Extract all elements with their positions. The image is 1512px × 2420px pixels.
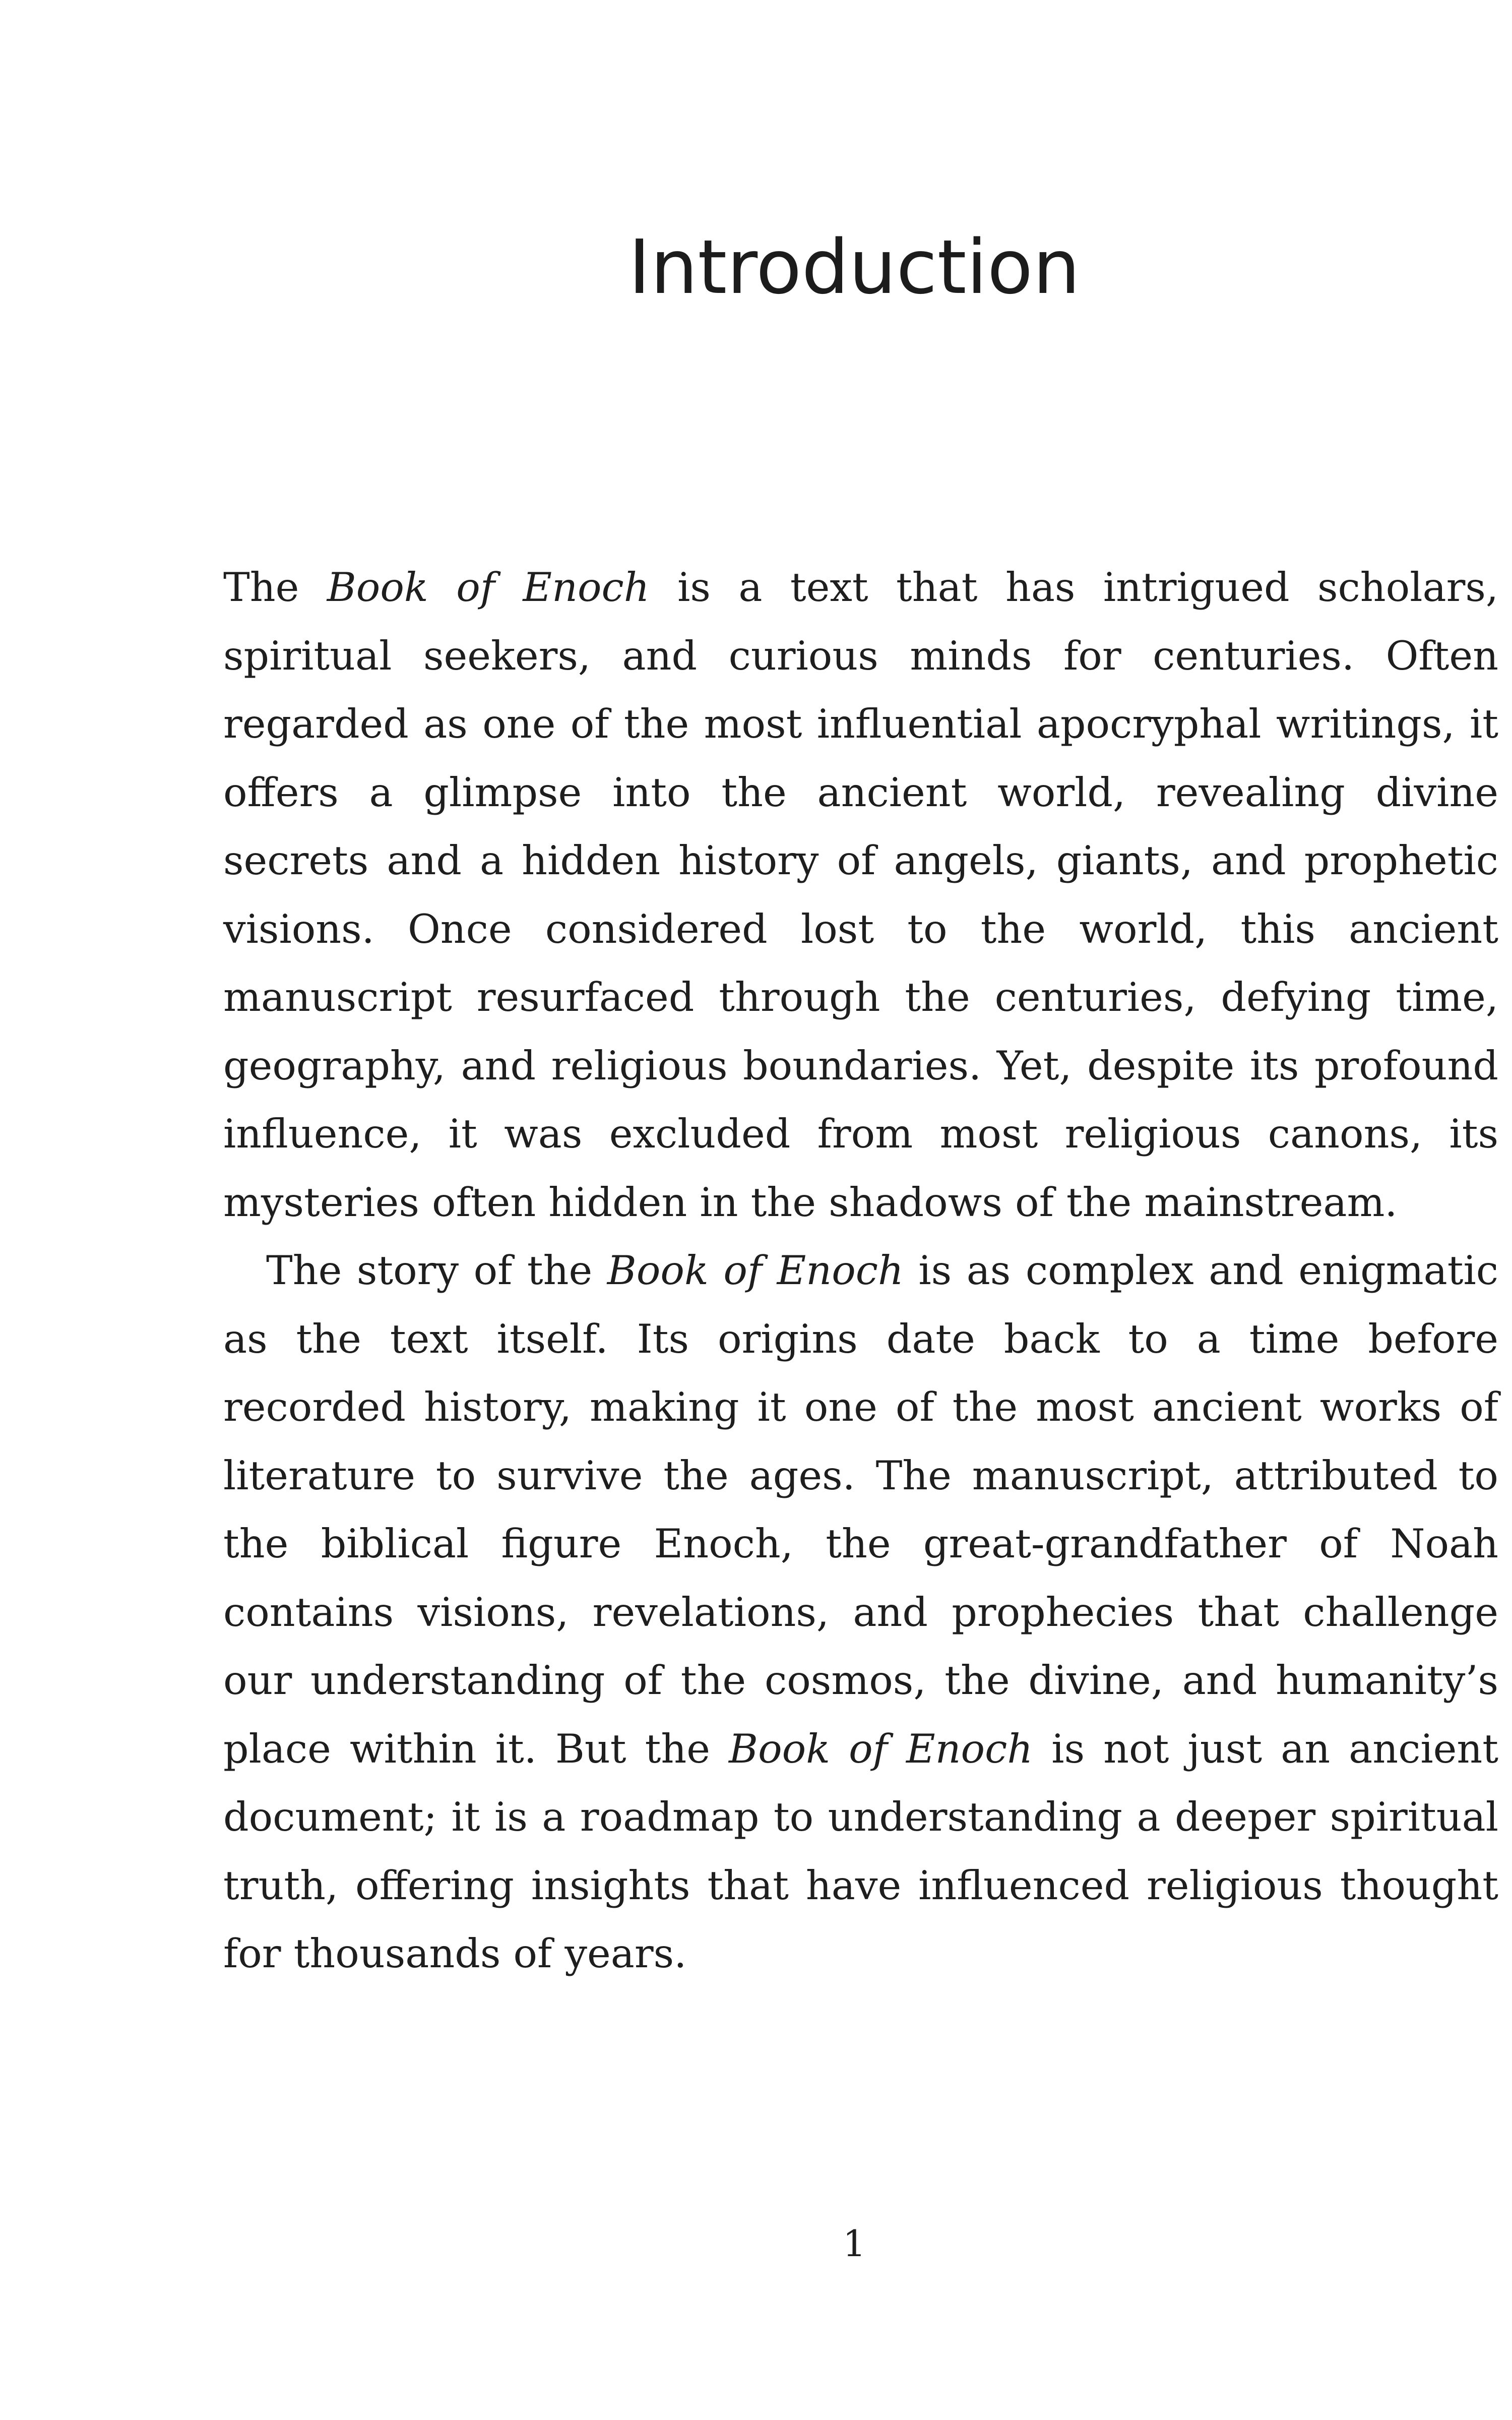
book-title-italic: Book of Enoch	[327, 564, 650, 611]
paragraph-1-run-3: is a text that has intrigued scholars, spiritual seekers, and curious minds for centuries. Often regarded as one of the most influential apocryphal writings, it offers a glimpse into the ancient world, revealing divine secrets and a hidden history of angels, giants, and prophetic visions. Once considered lost to the world, this ancient manuscript resurfaced through the centuries, defying time, geography, and religious boundaries. Yet, despite its profound influence, it was excluded from most religious canons, its mysteries often hidden in the shadows of the mainstream.	[223, 564, 1499, 1226]
page-number: 1	[843, 2222, 866, 2265]
paragraph-2-run-3: is as complex and enigmatic as the text itself. Its origins date back to a time before recorded history, making it one of the most ancient works of literature to survive the ages. The manuscript, attributed to the biblical figure Enoch, the great-grandfather of Noah contains visions, revelations, and prophecies that challenge our understanding of the cosmos, the divine, and humanity’s place within it. But the	[223, 1247, 1499, 1772]
book-title-italic: Book of Enoch	[607, 1247, 904, 1294]
paragraph-1	[223, 554, 1498, 1237]
book-title-italic: Book of Enoch	[729, 1725, 1033, 1772]
paragraph-2	[223, 1237, 1498, 1988]
paragraph-1-run-1: The	[223, 564, 327, 611]
body-text	[223, 554, 1498, 1988]
paragraph-2-run-1: The story of the	[266, 1247, 607, 1294]
paragraph-2-run-5: is not just an ancient document; it is a roadmap to understanding a deeper spiritual truth, offering insights that have influenced religious thought for thousands of years.	[223, 1725, 1499, 1977]
chapter-title: Introduction	[628, 224, 1081, 311]
